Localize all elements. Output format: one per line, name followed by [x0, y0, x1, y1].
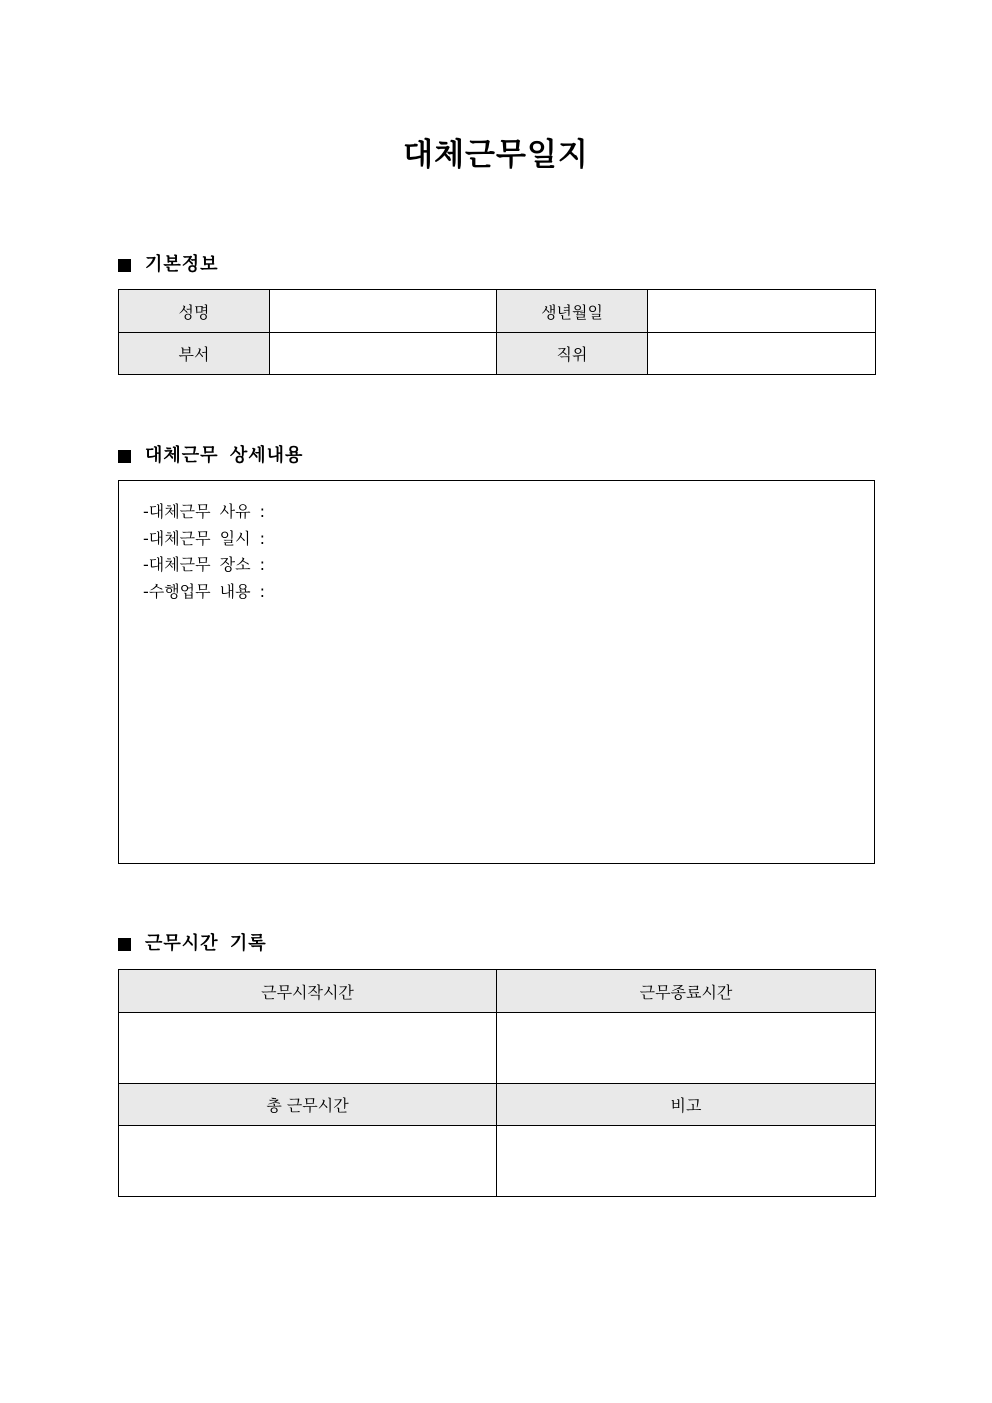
birthdate-field[interactable]	[648, 290, 876, 333]
detail-line-datetime: -대체근무 일시 :	[143, 528, 266, 548]
basic-info-heading	[118, 253, 219, 277]
square-bullet-icon	[118, 938, 131, 951]
basic-info-table	[118, 289, 876, 375]
total-time-field[interactable]	[119, 1126, 497, 1197]
detail-lines	[143, 499, 265, 605]
end-time-label: 근무종료시간	[497, 970, 876, 1013]
end-time-field[interactable]	[497, 1013, 876, 1084]
name-label: 성명	[119, 290, 270, 333]
note-field[interactable]	[497, 1126, 876, 1197]
department-label: 부서	[119, 333, 270, 375]
document-title: 대체근무일지	[403, 137, 589, 173]
basic-info-heading-label: 기본정보	[145, 254, 219, 275]
start-time-field[interactable]	[119, 1013, 497, 1084]
detail-line-reason: -대체근무 사유 :	[143, 502, 266, 521]
name-field[interactable]	[270, 290, 497, 333]
position-label: 직위	[497, 333, 648, 375]
work-time-table	[118, 969, 876, 1197]
position-field[interactable]	[648, 333, 876, 375]
total-time-label: 총 근무시간	[119, 1084, 497, 1126]
start-time-label: 근무시작시간	[119, 970, 497, 1013]
table-row	[119, 290, 876, 333]
work-time-heading-label: 근무시간 기록	[145, 933, 267, 954]
table-row	[119, 1013, 876, 1084]
square-bullet-icon	[118, 450, 131, 463]
detail-line-duties: -수행업무 내용 :	[143, 581, 266, 601]
table-row	[119, 1084, 876, 1126]
table-row	[119, 1126, 876, 1197]
table-row	[119, 333, 876, 375]
table-row	[119, 970, 876, 1013]
detail-content-box[interactable]	[118, 480, 875, 864]
detail-heading	[118, 444, 303, 468]
note-label: 비고	[497, 1084, 876, 1126]
department-field[interactable]	[270, 333, 497, 375]
detail-line-location: -대체근무 장소 :	[143, 555, 266, 574]
birthdate-label: 생년월일	[497, 290, 648, 333]
work-time-heading	[118, 932, 267, 956]
square-bullet-icon	[118, 259, 131, 272]
detail-heading-label: 대체근무 상세내용	[145, 445, 304, 466]
